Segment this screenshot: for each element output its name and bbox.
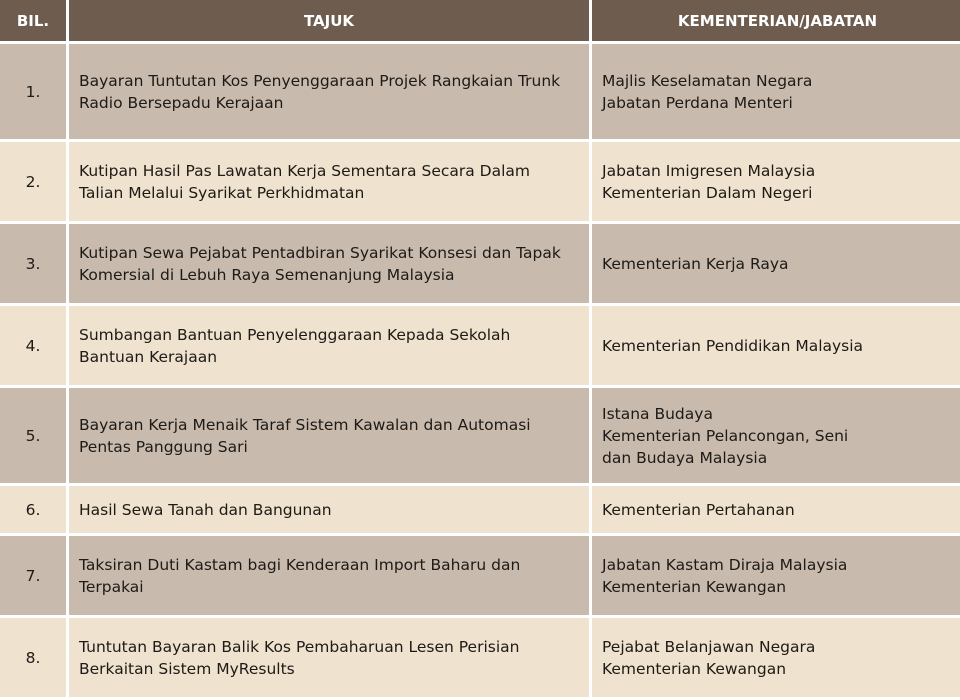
table-row xyxy=(0,224,960,303)
row-tajuk xyxy=(69,618,589,697)
kementerian-line: Istana Budaya xyxy=(602,404,713,423)
kementerian-line: Kementerian Kerja Raya xyxy=(602,254,789,273)
kementerian-line: Kementerian Dalam Negeri xyxy=(602,183,813,202)
kementerian-line: Jabatan Imigresen Malaysia xyxy=(602,161,816,180)
kementerian-line: Jabatan Kastam Diraja Malaysia xyxy=(602,555,848,574)
row-kementerian xyxy=(592,618,960,697)
tajuk-line: Tuntutan Bayaran Balik Kos Pembaharuan Lesen Perisian xyxy=(79,637,520,656)
tajuk-line: Terpakai xyxy=(79,577,144,596)
kementerian-line: Kementerian Kewangan xyxy=(602,577,787,596)
row-kementerian xyxy=(592,224,960,303)
kementerian-line: Kementerian Kewangan xyxy=(602,659,787,678)
kementerian-line: Pejabat Belanjawan Negara xyxy=(602,637,816,656)
row-tajuk xyxy=(69,44,589,139)
tajuk-line: Komersial di Lebuh Raya Semenanjung Malaysia xyxy=(79,265,455,284)
tajuk-line: Kutipan Sewa Pejabat Pentadbiran Syarikat Konsesi dan Tapak xyxy=(79,243,561,262)
table-row xyxy=(0,44,960,139)
tajuk-line: Taksiran Duti Kastam bagi Kenderaan Import Baharu dan xyxy=(79,555,521,574)
row-number: 3. xyxy=(0,224,66,303)
table-row xyxy=(0,306,960,385)
tajuk-line: Kutipan Hasil Pas Lawatan Kerja Sementara Secara Dalam xyxy=(79,161,531,180)
table-row xyxy=(0,536,960,615)
tajuk-line: Berkaitan Sistem MyResults xyxy=(79,659,295,678)
table-row xyxy=(0,142,960,221)
tajuk-line: Sumbangan Bantuan Penyelenggaraan Kepada Sekolah xyxy=(79,325,511,344)
kementerian-line: dan Budaya Malaysia xyxy=(602,448,768,467)
tajuk-line: Pentas Panggung Sari xyxy=(79,437,248,456)
row-kementerian xyxy=(592,44,960,139)
row-kementerian xyxy=(592,388,960,483)
kementerian-line: Majlis Keselamatan Negara xyxy=(602,71,813,90)
header-bil: BIL. xyxy=(0,0,66,41)
table-body xyxy=(0,44,960,697)
kementerian-line: Kementerian Pelancongan, Seni xyxy=(602,426,849,445)
tajuk-line: Bayaran Kerja Menaik Taraf Sistem Kawalan dan Automasi xyxy=(79,415,531,434)
tajuk-line: Bantuan Kerajaan xyxy=(79,347,218,366)
table-header-row xyxy=(0,0,960,41)
row-number: 5. xyxy=(0,388,66,483)
tajuk-line: Talian Melalui Syarikat Perkhidmatan xyxy=(79,183,365,202)
row-kementerian xyxy=(592,306,960,385)
tajuk-line: Bayaran Tuntutan Kos Penyenggaraan Projek Rangkaian Trunk xyxy=(79,71,561,90)
header-kementerian: KEMENTERIAN/JABATAN xyxy=(592,0,960,41)
row-tajuk xyxy=(69,486,589,533)
table-row xyxy=(0,388,960,483)
row-kementerian xyxy=(592,486,960,533)
row-number: 7. xyxy=(0,536,66,615)
tajuk-line: Hasil Sewa Tanah dan Bangunan xyxy=(79,500,332,519)
row-number: 1. xyxy=(0,44,66,139)
row-kementerian xyxy=(592,536,960,615)
row-tajuk xyxy=(69,306,589,385)
tajuk-line: Radio Bersepadu Kerajaan xyxy=(79,93,284,112)
table-row xyxy=(0,486,960,533)
table-row xyxy=(0,618,960,697)
header-tajuk: TAJUK xyxy=(69,0,589,41)
row-tajuk xyxy=(69,142,589,221)
row-number: 2. xyxy=(0,142,66,221)
row-tajuk xyxy=(69,388,589,483)
row-tajuk xyxy=(69,224,589,303)
kementerian-line: Kementerian Pertahanan xyxy=(602,500,795,519)
row-kementerian xyxy=(592,142,960,221)
kementerian-line: Jabatan Perdana Menteri xyxy=(602,93,793,112)
kementerian-line: Kementerian Pendidikan Malaysia xyxy=(602,336,864,355)
row-number: 8. xyxy=(0,618,66,697)
row-number: 4. xyxy=(0,306,66,385)
row-tajuk xyxy=(69,536,589,615)
row-number: 6. xyxy=(0,486,66,533)
